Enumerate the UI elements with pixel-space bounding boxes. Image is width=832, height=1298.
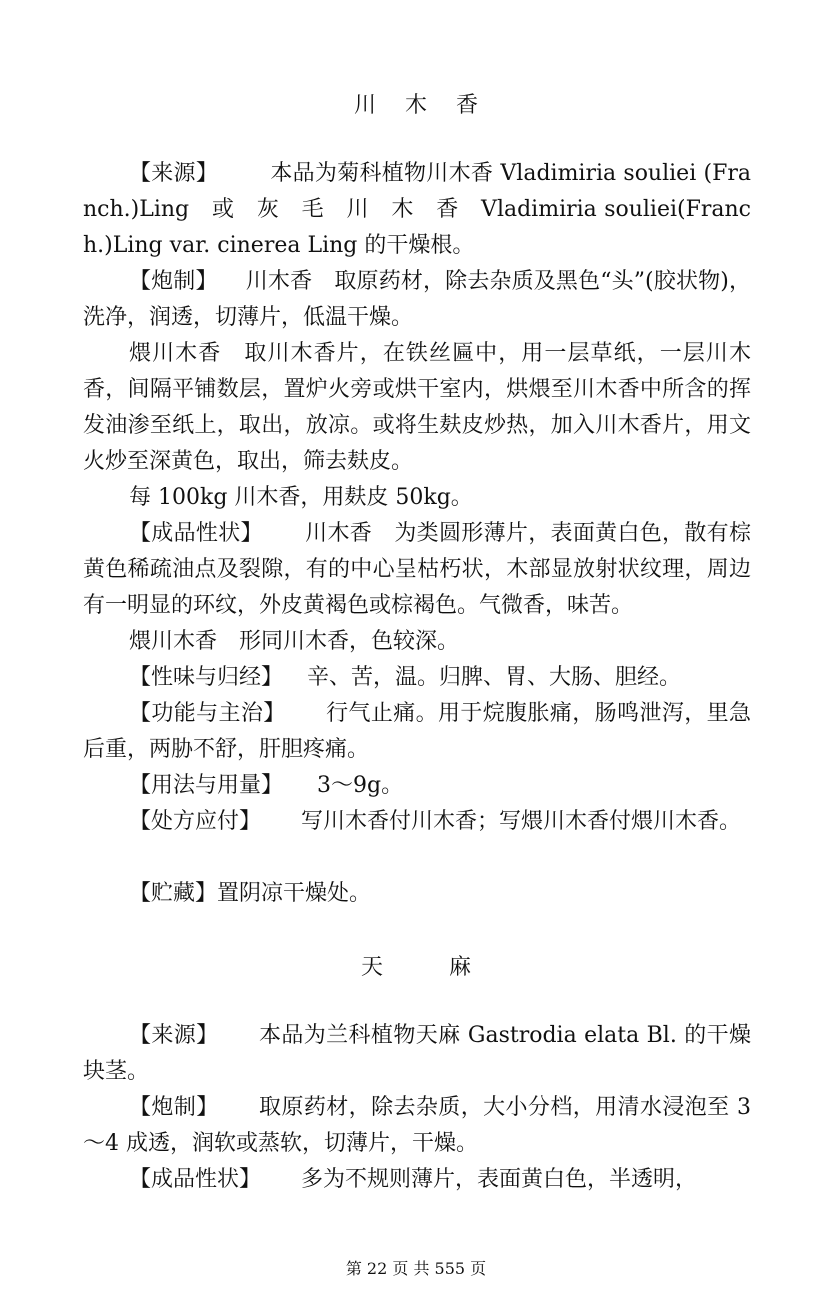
paragraph-tag: 【成品性状】 [129,1167,262,1192]
paragraph-text: 3～9g。 [317,773,404,798]
paragraph-tag: 【来源】 [129,161,219,186]
paragraph-tag: 【成品性状】 [129,521,263,546]
paragraph-characteristics [83,516,751,624]
paragraph-text: 辛、苦，温。归脾、胃、大肠、胆经。 [307,665,682,690]
paragraph-tag: 【炮制】 [129,1095,219,1120]
paragraph-prescription [83,804,751,840]
paragraph-wei-characteristics [83,624,751,660]
paragraph-ratio [83,480,751,516]
paragraph-text: 每 100kg 川木香，用麸皮 50kg。 [129,485,473,510]
paragraph-text: 取原药材，除去杂质，大小分档，用清水浸泡至 3～4 成透，润软或蒸软，切薄片，干燥。 [83,1095,751,1156]
paragraph-function [83,696,751,768]
paragraph-text: 川木香 为类圆形薄片，表面黄白色，散有棕黄色稀疏油点及裂隙，有的中心呈枯朽状，木部显放射状纹理，周边有一明显的环纹，外皮黄褐色或棕褐色。气微香，味苦。 [83,521,751,618]
paragraph-text: 行气止痛。用于烷腹胀痛，肠鸣泄泻，里急后重，两胁不舒，肝胆疼痛。 [83,701,751,762]
paragraph-tag: 【功能与主治】 [129,701,286,726]
paragraph-text: 写川木香付川木香；写煨川木香付煨川木香。 [301,809,742,834]
section-title-chuanmuxiang: 川 木 香 [354,93,478,118]
paragraph-text: 煨川木香 形同川木香，色较深。 [129,629,460,654]
paragraph-tag: 【处方应付】 [129,809,262,834]
section-title-tianma: 天 麻 [360,955,471,980]
paragraph-text: 本品为兰科植物天麻 Gastrodia elata Bl. 的干燥块茎。 [83,1023,751,1084]
paragraph-characteristics [83,1162,751,1198]
paragraph-source [83,1018,751,1090]
paragraph-text: 煨川木香 取川木香片，在铁丝匾中，用一层草纸，一层川木香，间隔平铺数层，置炉火旁或烘干室内，烘煨至川木香中所含的挥发油渗至纸上，取出，放凉。或将生麸皮炒热，加入川木香片，用文火炒至深黄色，取出，筛去麸皮。 [83,341,751,474]
paragraph-tag: 【用法与用量】 [129,773,284,798]
paragraph-wei-processing [83,336,751,480]
paragraph-tag: 【贮藏】 [129,881,218,906]
paragraph-text: 置阴凉干燥处。 [217,881,372,906]
paragraph-text: 本品为菊科植物川木香 Vladimiria souliei (Franch.)Ling 或 灰 毛 川 木 香 Vladimiria souliei(Franch.)Ling var. cinerea Ling 的干燥根。 [83,161,751,258]
paragraph-tag: 【来源】 [129,1023,219,1048]
paragraph-text: 川木香 取原药材，除去杂质及黑色“头”(胶状物)，洗净，润透，切薄片，低温干燥。 [83,269,751,330]
paragraph-tag: 【炮制】 [129,269,218,294]
paragraph-storage [83,876,751,912]
page-footer: 第 22 页 共 555 页 [345,1259,487,1278]
paragraph-dosage [83,768,751,804]
paragraph-processing [83,264,751,336]
paragraph-source [83,156,751,264]
paragraph-processing [83,1090,751,1162]
paragraph-nature-meridian [83,660,751,696]
paragraph-tag: 【性味与归经】 [129,665,284,690]
paragraph-text: 多为不规则薄片，表面黄白色，半透明， [301,1167,698,1192]
